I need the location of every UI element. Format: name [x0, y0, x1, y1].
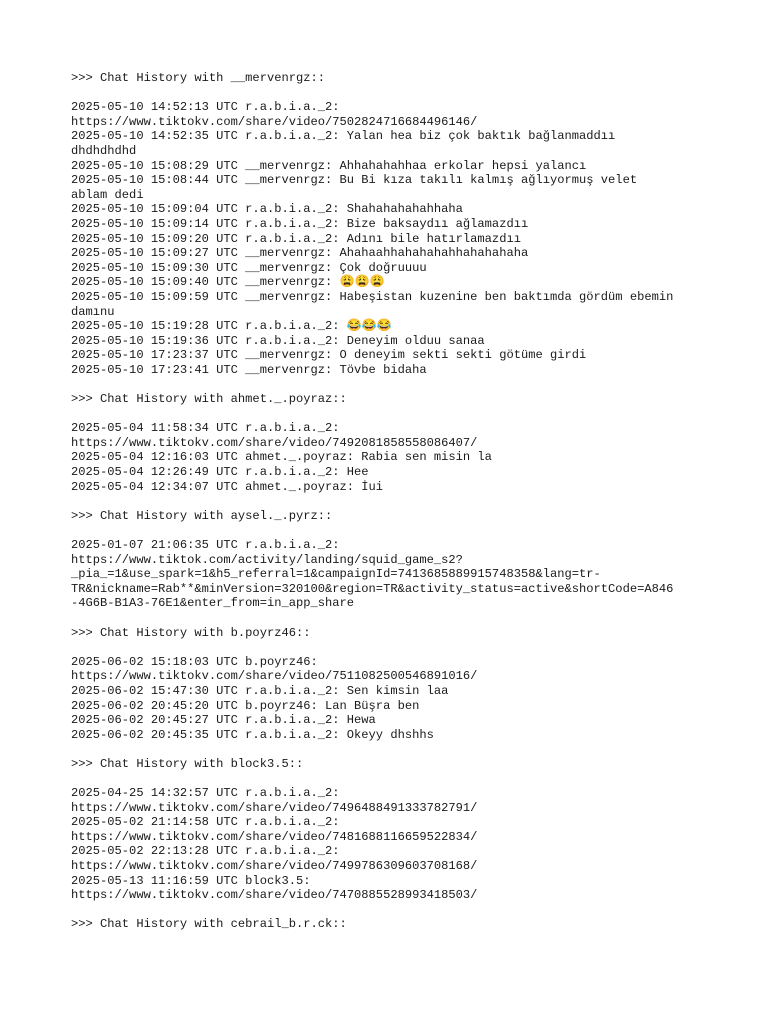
message-line: 2025-05-10 15:09:20 UTC r.a.b.i.a._2: Adını bile hatırlamazdıı — [71, 231, 521, 246]
message-line: 2025-05-10 15:19:36 UTC r.a.b.i.a._2: Deneyim olduu sanaa — [71, 333, 485, 348]
message-line: 2025-05-10 15:08:29 UTC __mervenrgz: Ahhahahahhaa erkolar hepsi yalancı — [71, 158, 587, 173]
message-list — [71, 421, 711, 494]
chat-section — [71, 509, 711, 611]
message-line: 2025-05-10 15:09:04 UTC r.a.b.i.a._2: Shahahahahahhaha — [71, 202, 463, 217]
chat-section-header: >>> Chat History with b.poyrz46:: — [71, 625, 311, 640]
message-list — [71, 786, 711, 903]
chat-section-header: >>> Chat History with aysel._.pyrz:: — [71, 508, 333, 523]
message-line: 2025-05-10 14:52:13 UTC r.a.b.i.a._2: https://www.tiktokv.com/share/video/7502824716684496146/ — [71, 100, 478, 129]
chat-section — [71, 757, 711, 903]
chat-section-header: >>> Chat History with cebrail_b.r.ck:: — [71, 917, 347, 932]
chat-section-header: >>> Chat History with ahmet._.poyraz:: — [71, 392, 347, 407]
message-line: 2025-05-10 17:23:37 UTC __mervenrgz: O deneyim sekti sekti götüme girdi — [71, 348, 587, 363]
message-line: 2025-05-10 15:09:59 UTC __mervenrgz: Habeşistan kuzenine ben baktımda gördüm ebemin damınu — [71, 289, 674, 319]
message-line: 2025-01-07 21:06:35 UTC r.a.b.i.a._2: https://www.tiktok.com/activity/landing/squid_game_s2? _pia_=1&use_spark=1&h5_referral=1&campaignId=7413685889915748358&lang=tr- TR&nickname=Rab**&minVersion=320100&region=TR&activity_status=active&shortCode=A846 -4G6B-B1A3-76E1&enter_from=in_app_share — [71, 538, 674, 611]
message-line: 2025-05-10 15:19:28 UTC r.a.b.i.a._2: 😂😂😂 — [71, 319, 392, 334]
message-line: 2025-06-02 15:47:30 UTC r.a.b.i.a._2: Sen kimsin laa — [71, 683, 449, 698]
chat-section — [71, 917, 711, 932]
chat-section — [71, 71, 711, 377]
chat-section — [71, 626, 711, 743]
message-list — [71, 100, 711, 377]
message-line: 2025-05-04 12:16:03 UTC ahmet._.poyraz: Rabia sen misin la — [71, 450, 492, 465]
message-line: 2025-05-04 11:58:34 UTC r.a.b.i.a._2: https://www.tiktokv.com/share/video/7492081858558086407/ — [71, 421, 478, 450]
chat-section-header: >>> Chat History with block3.5:: — [71, 756, 304, 771]
message-line: 2025-06-02 15:18:03 UTC b.poyrz46: https://www.tiktokv.com/share/video/7511082500546891016/ — [71, 654, 478, 684]
message-line: 2025-05-10 15:09:14 UTC r.a.b.i.a._2: Bize baksaydıı ağlamazdıı — [71, 216, 529, 231]
message-line: 2025-05-10 15:09:27 UTC __mervenrgz: Ahahaahhahahahahhahahahaha — [71, 246, 529, 261]
message-line: 2025-05-13 11:16:59 UTC block3.5: https://www.tiktokv.com/share/video/7470885528993418503/ — [71, 873, 478, 903]
message-line: 2025-05-04 12:34:07 UTC ahmet._.poyraz: İui — [71, 479, 384, 494]
message-line: 2025-05-10 15:09:30 UTC __mervenrgz: Çok doğruuuu — [71, 260, 427, 275]
chat-section — [71, 392, 711, 494]
message-line: 2025-05-10 15:09:40 UTC __mervenrgz: 😩😩😩 — [71, 275, 385, 290]
message-list — [71, 538, 711, 611]
message-line: 2025-05-02 22:13:28 UTC r.a.b.i.a._2: https://www.tiktokv.com/share/video/7499786309603708168/ — [71, 844, 478, 874]
message-line: 2025-05-10 14:52:35 UTC r.a.b.i.a._2: Yalan hea biz çok baktık bağlanmaddıı dhdhdhdhd — [71, 129, 616, 158]
chat-section-header: >>> Chat History with __mervenrgz:: — [71, 71, 326, 85]
message-line: 2025-04-25 14:32:57 UTC r.a.b.i.a._2: https://www.tiktokv.com/share/video/7496488491333782791/ — [71, 786, 478, 815]
message-list — [71, 655, 711, 743]
message-line: 2025-06-02 20:45:27 UTC r.a.b.i.a._2: Hewa — [71, 713, 376, 728]
message-line: 2025-05-10 15:08:44 UTC __mervenrgz: Bu Bi kıza takılı kalmış ağlıyormuş velet ablam dedi — [71, 173, 638, 202]
message-line: 2025-06-02 20:45:35 UTC r.a.b.i.a._2: Okeyy dhshhs — [71, 727, 434, 742]
message-line: 2025-05-04 12:26:49 UTC r.a.b.i.a._2: Hee — [71, 465, 369, 480]
message-line: 2025-05-02 21:14:58 UTC r.a.b.i.a._2: https://www.tiktokv.com/share/video/7481688116659522834/ — [71, 815, 478, 844]
message-line: 2025-05-10 17:23:41 UTC __mervenrgz: Tövbe bidaha — [71, 362, 427, 377]
chat-history-document — [71, 71, 711, 932]
message-line: 2025-06-02 20:45:20 UTC b.poyrz46: Lan Büşra ben — [71, 698, 420, 713]
